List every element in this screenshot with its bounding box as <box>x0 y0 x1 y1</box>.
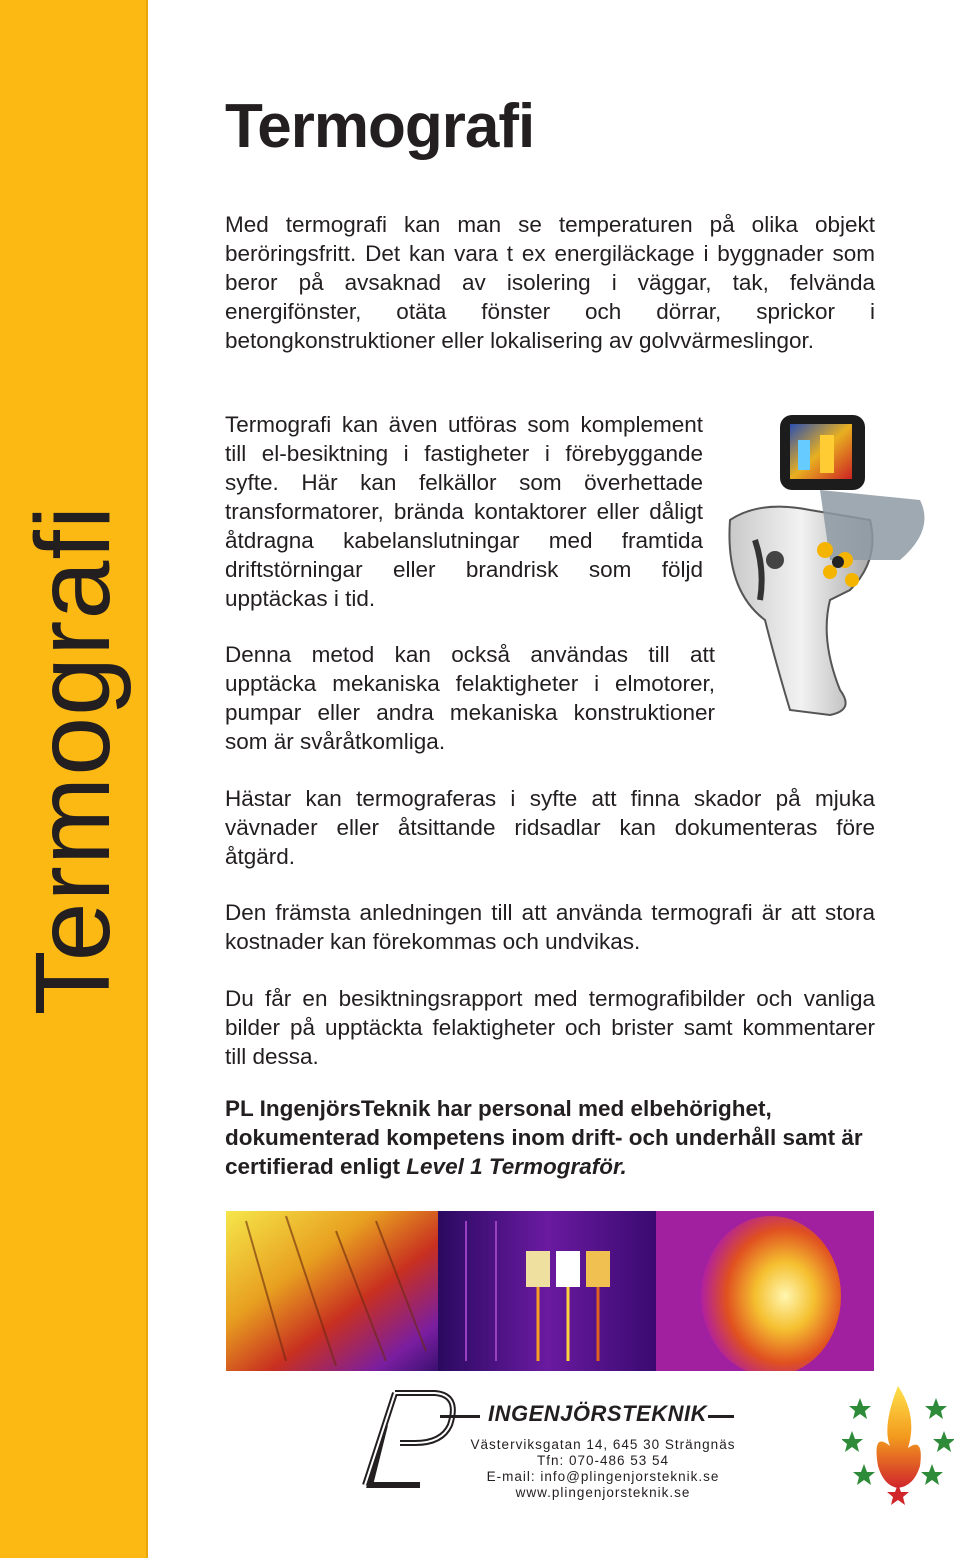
paragraph-certifiering <box>225 1094 875 1181</box>
paragraph-intro: Med termografi kan man se temperaturen på olika objekt beröringsfritt. Det kan vara t ex energiläckage i byggnader som beror på avsaknad av isolering i väggar, tak, felvända energifönster, otäta fönster och dörrar, sprickor i betongkonstruktioner eller lokalisering av golvvärmeslingor. <box>225 212 875 353</box>
address-text: Västerviksgatan 14, 645 30 Strängnäs <box>470 1437 736 1452</box>
pl-logo-icon <box>350 1385 470 1500</box>
brand-line-left <box>440 1415 480 1418</box>
company-name: INGENJÖRSTEKNIK <box>488 1401 707 1426</box>
brand-line-right <box>708 1415 734 1418</box>
paragraph-mekaniska: Denna metod kan också användas till att upptäcka mekaniska felaktigheter i elmotorer, pumpar eller andra mekaniska konstruktioner som är svåråtkomliga. <box>225 642 715 754</box>
sidebar-band <box>0 0 148 1558</box>
paragraph-el-besiktning: Termografi kan även utföras som komplement till el-besiktning i fastigheter i förebyggande syfte. Här kan felkällor som överhettade transformatorer, brända kontaktorer eller dåligt åtdragna kabelanslutningar med framtida driftstörningar eller brandrisk som följd upptäckas i tid. <box>225 412 703 611</box>
page-title: Termografi <box>225 92 535 161</box>
sidebar-title: Termografi <box>14 504 132 1016</box>
certification-text: PL IngenjörsTeknik har personal med elbehörighet, dokumenterad kompetens inom drift- och underhåll samt är certifierad enligt <box>225 1096 863 1179</box>
thermal-images-strip <box>226 1211 874 1371</box>
company-footer <box>350 1385 790 1505</box>
thermal-camera-image <box>720 410 940 720</box>
flame-stars-emblem-icon <box>842 1376 954 1506</box>
website-link[interactable]: www.plingenjorsteknik.se <box>515 1485 691 1500</box>
paragraph-rapport: Du får en besiktningsrapport med termografibilder och vanliga bilder på upptäckta felaktigheter och brister samt kommentarer till dessa. <box>225 986 875 1069</box>
contact-info <box>458 1437 748 1501</box>
phone-text: Tfn: 070-486 53 54 <box>536 1453 670 1468</box>
paragraph-hastar: Hästar kan termograferas i syfte att finna skador på mjuka vävnader eller åtsittande ridsadlar kan dokumenteras före åtgärd. <box>225 786 875 869</box>
certification-level: Level 1 Termograför. <box>406 1154 627 1179</box>
email-link[interactable]: E-mail: info@plingenjorsteknik.se <box>486 1469 720 1484</box>
paragraph-kostnader: Den främsta anledningen till att använda termografi är att stora kostnader kan förekommas och undvikas. <box>225 900 875 954</box>
